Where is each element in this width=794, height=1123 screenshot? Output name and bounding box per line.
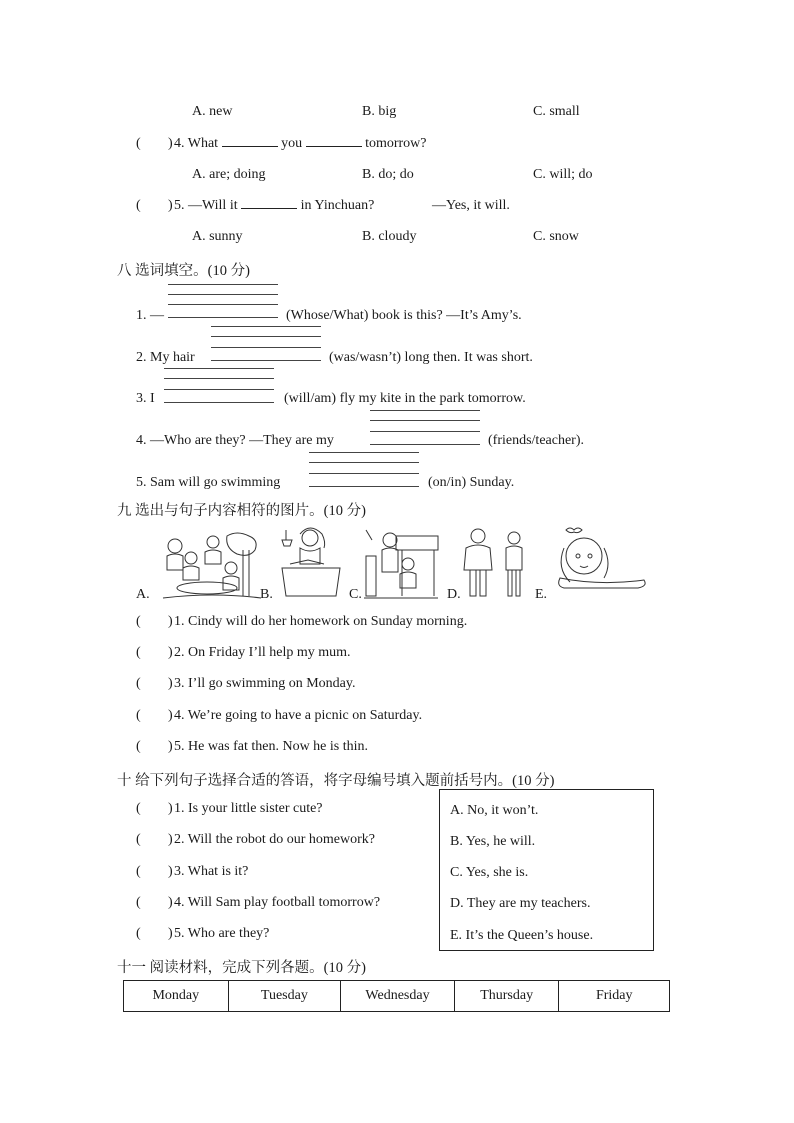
part8-heading: 八 选词填空。(10 分) — [117, 263, 250, 279]
fat-thin-picture — [462, 526, 530, 600]
pic-label-a: A. — [136, 587, 150, 602]
p10-item-3: 3. What is it? — [174, 864, 249, 879]
q5-stem — [174, 198, 374, 214]
p8-item3-post: (will/am) fly my kite in the park tomorrow. — [284, 391, 526, 406]
answer-d: D. They are my teachers. — [450, 896, 591, 911]
q3-option-c: C. small — [533, 104, 580, 119]
girl-picture — [550, 526, 648, 592]
homework-picture — [280, 524, 344, 600]
p10-paren-close-2: ) — [168, 832, 173, 847]
p10-item-5: 5. Who are they? — [174, 926, 270, 941]
p9-item-1: 1. Cindy will do her homework on Sunday morning. — [174, 614, 468, 629]
p9-paren-open-5[interactable]: ( — [136, 739, 141, 754]
p9-paren-close-3: ) — [168, 676, 173, 691]
day-tuesday: Tuesday — [228, 981, 341, 1012]
q5-option-b: B. cloudy — [362, 229, 417, 244]
p9-item-5: 5. He was fat then. Now he is thin. — [174, 739, 369, 754]
day-friday: Friday — [559, 981, 670, 1012]
p8-item1-pre: 1. — — [136, 308, 164, 323]
q5-paren-close: ) — [168, 198, 173, 213]
p9-paren-open-4[interactable]: ( — [136, 708, 141, 723]
p10-paren-close-5: ) — [168, 926, 173, 941]
day-wednesday: Wednesday — [341, 981, 455, 1012]
p9-item-4: 4. We’re going to have a picnic on Saturday. — [174, 708, 423, 723]
q4-option-a: A. are; doing — [192, 167, 266, 182]
p8-item3-pre: 3. I — [136, 391, 155, 406]
q4-paren-close: ) — [168, 136, 173, 151]
q5-paren-open: ( — [136, 198, 141, 213]
pic-label-e: E. — [535, 587, 548, 602]
q5-num: 5. —Will it — [174, 198, 238, 213]
table-row — [124, 981, 670, 1012]
q5-option-a: A. sunny — [192, 229, 243, 244]
p10-paren-open-1[interactable]: ( — [136, 801, 141, 816]
p9-paren-close-1: ) — [168, 614, 173, 629]
q4-num: 4. What — [174, 136, 219, 151]
p9-item-2: 2. On Friday I’ll help my mum. — [174, 645, 351, 660]
answer-e: E. It’s the Queen’s house. — [450, 928, 594, 943]
p10-paren-close-4: ) — [168, 895, 173, 910]
p8-item5-post: (on/in) Sunday. — [428, 475, 515, 490]
pic-label-d: D. — [447, 587, 461, 602]
pic-label-b: B. — [260, 587, 273, 602]
answer-a: A. No, it won’t. — [450, 803, 539, 818]
p10-paren-close-1: ) — [168, 801, 173, 816]
q5-option-c: C. snow — [533, 229, 579, 244]
p10-paren-open-5[interactable]: ( — [136, 926, 141, 941]
q4-option-b: B. do; do — [362, 167, 414, 182]
q4-blank-1[interactable] — [222, 145, 278, 147]
p9-paren-close-2: ) — [168, 645, 173, 660]
p8-item2-pre: 2. My hair — [136, 350, 195, 365]
q5-answer: —Yes, it will. — [432, 198, 510, 213]
p9-paren-close-4: ) — [168, 708, 173, 723]
weekday-table — [123, 980, 670, 1012]
q5-blank[interactable] — [241, 207, 297, 209]
p10-item-4: 4. Will Sam play football tomorrow? — [174, 895, 381, 910]
p10-item-1: 1. Is your little sister cute? — [174, 801, 323, 816]
q4-end: tomorrow? — [365, 136, 427, 151]
p10-paren-open-4[interactable]: ( — [136, 895, 141, 910]
p9-paren-open-1[interactable]: ( — [136, 614, 141, 629]
p8-item5-pre: 5. Sam will go swimming — [136, 475, 281, 490]
q4-mid: you — [281, 136, 303, 151]
helping-mum-picture — [362, 526, 440, 600]
p8-item4-pre: 4. —Who are they? —They are my — [136, 433, 334, 448]
p8-item1-post: (Whose/What) book is this? —It’s Amy’s. — [286, 308, 522, 323]
p10-paren-open-3[interactable]: ( — [136, 864, 141, 879]
p8-item4-post: (friends/teacher). — [488, 433, 584, 448]
q3-option-b: B. big — [362, 104, 397, 119]
p10-paren-open-2[interactable]: ( — [136, 832, 141, 847]
picnic-picture — [157, 528, 263, 600]
p9-item-3: 3. I’ll go swimming on Monday. — [174, 676, 356, 691]
day-thursday: Thursday — [454, 981, 559, 1012]
day-monday: Monday — [124, 981, 229, 1012]
part9-heading: 九 选出与句子内容相符的图片。(10 分) — [117, 503, 366, 519]
p10-item-2: 2. Will the robot do our homework? — [174, 832, 375, 847]
pic-label-c: C. — [349, 587, 362, 602]
part11-heading: 十一 阅读材料，完成下列各题。(10 分) — [117, 960, 366, 976]
part10-heading: 十 给下列句子选择合适的答语，将字母编号填入题前括号内。(10 分) — [117, 773, 555, 789]
q5-mid: in Yinchuan? — [300, 198, 375, 213]
p9-paren-open-2[interactable]: ( — [136, 645, 141, 660]
p9-paren-open-3[interactable]: ( — [136, 676, 141, 691]
q4-stem — [174, 136, 427, 152]
q4-option-c: C. will; do — [533, 167, 593, 182]
q4-paren-open: ( — [136, 136, 141, 151]
p9-paren-close-5: ) — [168, 739, 173, 754]
q3-option-a: A. new — [192, 104, 233, 119]
p10-paren-close-3: ) — [168, 864, 173, 879]
q4-blank-2[interactable] — [306, 145, 362, 147]
p8-item2-post: (was/wasn’t) long then. It was short. — [329, 350, 533, 365]
answer-c: C. Yes, she is. — [450, 865, 529, 880]
answer-b: B. Yes, he will. — [450, 834, 536, 849]
